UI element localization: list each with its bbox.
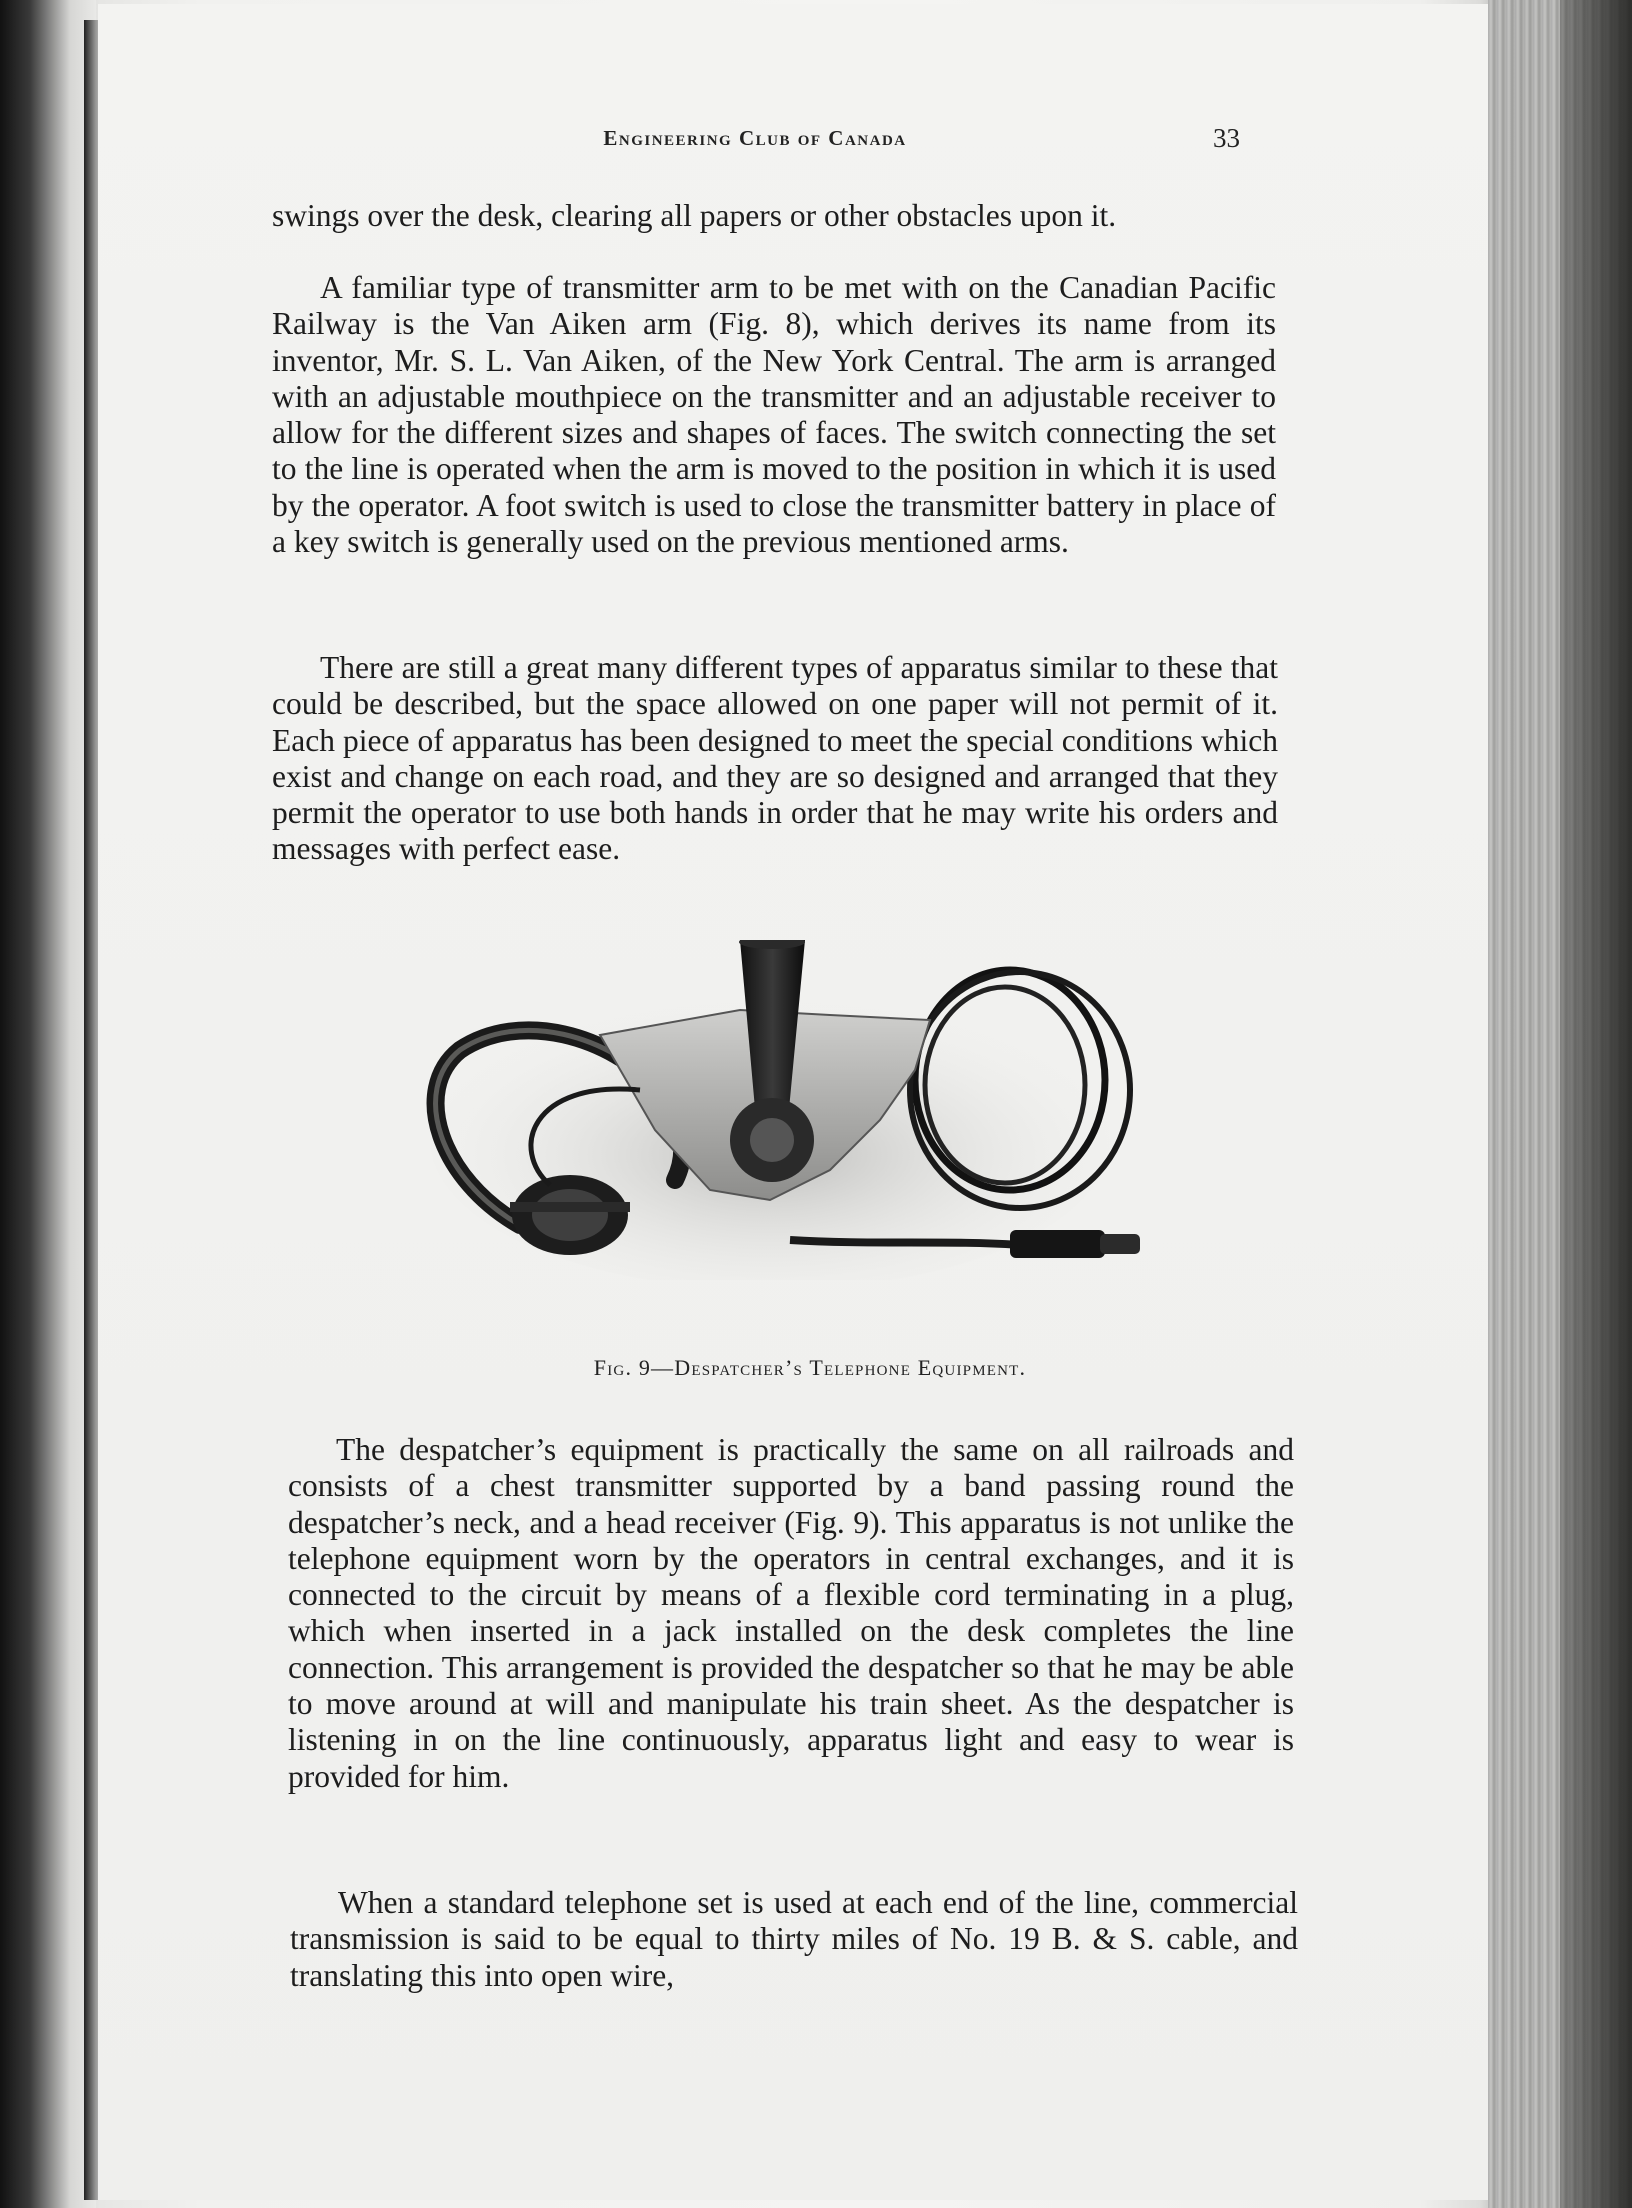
book-gutter <box>84 20 98 2200</box>
facing-page-edge <box>0 0 96 2208</box>
figure-despatcher-telephone <box>410 940 1150 1280</box>
paragraph-apparatus-types: There are still a great many different types of apparatus similar to these that could be described, but the space allowed on one paper will not permit of it. Each piece of apparatus has been designed to meet the special conditions which exist and change on each road, and they are so designed and arranged that they permit the operator to use both hands in order that he may write his orders and messages with perfect ease. <box>272 650 1278 867</box>
figure-caption: Fig. 9—Despatcher’s Telephone Equipment. <box>593 1355 1027 1380</box>
running-head-title: Engineering Club of Canada <box>603 126 907 150</box>
page-number: 33 <box>1213 123 1240 153</box>
paragraph-transmission: When a standard telephone set is used at each end of the line, commercial transmission is said to be equal to thirty miles of No. 19 B. & S. cable, and translating this into open wire, <box>290 1885 1298 1993</box>
running-head <box>270 118 1240 158</box>
despatcher-telephone-illustration <box>410 940 1150 1280</box>
paragraph-despatcher-equipment: The despatcher’s equipment is practically the same on all railroads and consists of a chest transmitter supported by a band passing round the despatcher’s neck, and a head receiver (Fig. 9). This apparatus is not unlike the telephone equipment worn by the operators in central exchanges, and it is connected to the circuit by means of a flexible cord terminating in a plug, which when inserted in a jack installed on the desk completes the line connection. This arrangement is provided the despatcher so that he may be able to move around at will and manipulate his train sheet. As the despatcher is listening in on the line continuously, apparatus light and easy to wear is provided for him. <box>288 1432 1294 1794</box>
paragraph-van-aiken-arm: A familiar type of transmitter arm to be met with on the Canadian Pacific Railway is the Van Aiken arm (Fig. 8), which derives its name from its inventor, Mr. S. L. Van Aiken, of the New York Central. The arm is arranged with an adjustable mouthpiece on the transmitter and an adjustable receiver to allow for the different sizes and shapes of faces. The switch connecting the set to the line is operated when the arm is moved to the position in which it is used by the operator. A foot switch is used to close the transmitter battery in place of a key switch is generally used on the previous mentioned arms. <box>272 270 1276 560</box>
paragraph-continuation: swings over the desk, clearing all papers or other obstacles upon it. <box>272 198 1117 233</box>
book-cover-edge <box>1560 0 1632 2208</box>
